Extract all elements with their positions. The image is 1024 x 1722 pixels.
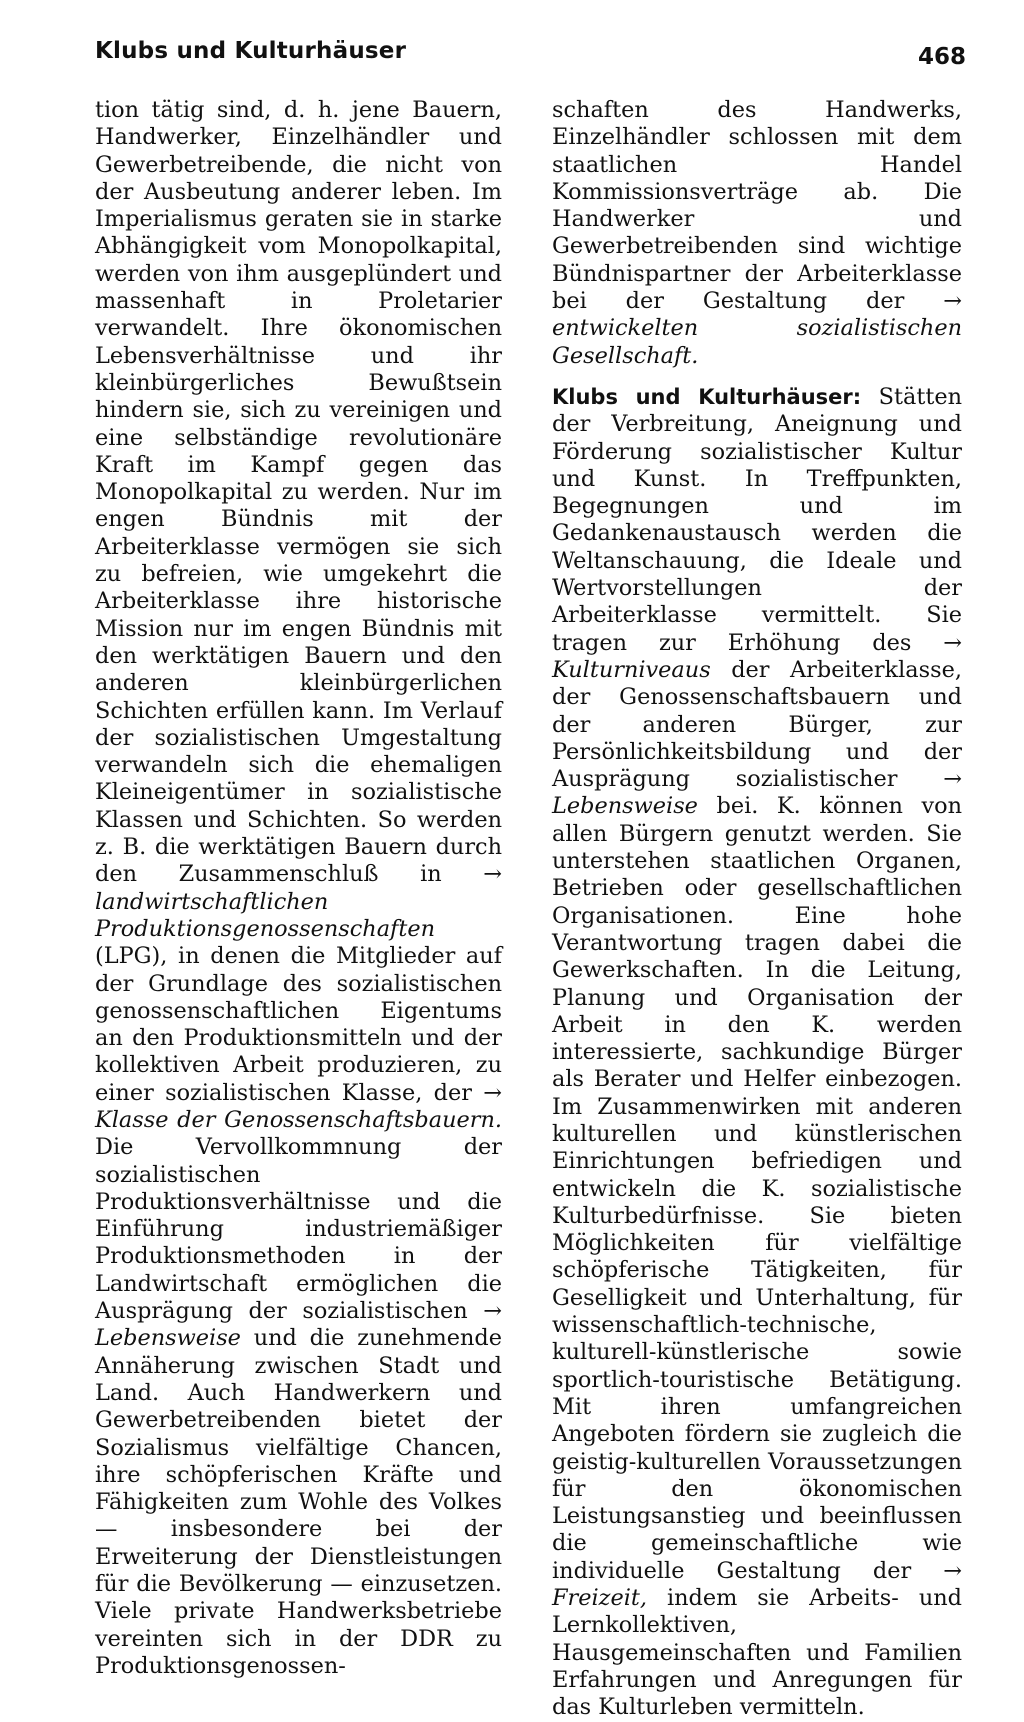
text-run: der Arbeiterklasse, der Genossenschaftsbauern und der anderen Bürger, zur Persönlichkeitsbildung und der Ausprägung sozialistischer → — [552, 656, 962, 793]
cross-reference: Freizeit, — [552, 1585, 647, 1612]
cross-reference: landwirtschaftlichen Produktionsgenossenschaften — [95, 888, 436, 942]
entry-klubs-und-kulturhaeuser — [552, 384, 962, 1722]
text-run: und die zunehmende Annäherung zwischen Stadt und Land. Auch Handwerkern und Gewerbetreibenden bietet der Sozialismus vielfältige Chancen, ihre schöpferischen Kräfte und Fähigkeiten zum Wohle des Volkes — insbesondere bei der Erweiterung der Dienstleistungen für die Bevölkerung — einzusetzen. Viele private Handwerksbetriebe vereinten sich in der DDR zu Produktionsgenossen- — [95, 1325, 502, 1679]
entry-lemma: Klubs und Kulturhäuser: — [552, 384, 862, 409]
text-run: schaften des Handwerks, Einzelhändler schlossen mit dem staatlichen Handel Kommissionsverträge ab. Die Handwerker und Gewerbetreibenden sind wichtige Bündnispartner der Arbeiterklasse bei der Gestaltung der → — [552, 97, 962, 315]
cross-reference: Lebensweise — [552, 793, 698, 820]
text-run: bei. K. können von allen Bürgern genutzt werden. Sie unterstehen staatlichen Organen, Betrieben oder gesellschaftlichen Organisationen. Eine hohe Verantwortung tragen dabei die Gewerkschaften. In die Leitung, Planung und Organisation der Arbeit in den K. werden interessierte, sachkundige Bürger als Berater und Helfer einbezogen. Im Zusammenwirken mit anderen kulturellen und künstlerischen Einrichtungen befriedigen und entwickeln die K. sozialistische Kulturbedürfnisse. Sie bieten Möglichkeiten für vielfältige schöpferische Tätigkeiten, für Geselligkeit und Unterhaltung, für wissenschaftlich-technische, kulturell-künstlerische sowie sportlich-touristische Betätigung. Mit ihren umfangreichen Angeboten fördern sie zugleich die geistig-kulturellen Voraussetzungen für den ökonomischen Leistungsanstieg und beeinflussen die gemeinschaftliche wie individuelle Gestaltung der → — [552, 793, 962, 1584]
page-number: 468 — [917, 44, 966, 70]
cross-reference: Lebensweise — [95, 1325, 241, 1352]
paragraph-continuation — [95, 97, 502, 1680]
cross-reference: Klasse der Genossenschaftsbauern. — [95, 1106, 502, 1133]
text-run: tion tätig sind, d. h. jene Bauern, Handwerker, Einzelhändler und Gewerbetreibende, die nicht von der Ausbeutung anderer leben. Im Imperialismus geraten sie in starke Abhängigkeit vom Monopolkapital, werden von ihm ausgeplündert und massenhaft in Proletarier verwandelt. Ihre ökonomischen Lebensverhältnisse und ihr kleinbürgerliches Bewußtsein hindern sie, sich zu vereinigen und eine selbständige revolutionäre Kraft im Kampf gegen das Monopolkapital zu werden. Nur im engen Bündnis mit der Arbeiterklasse vermögen sie sich zu befreien, wie umgekehrt die Arbeiterklasse ihre historische Mission nur im engen Bündnis mit den werktätigen Bauern und den anderen kleinbürgerlichen Schichten erfüllen kann. Im Verlauf der sozialistischen Umgestaltung verwandeln sich die ehemaligen Kleineigentümer in sozialistische Klassen und Schichten. So werden z. B. die werktätigen Bauern durch den Zusammenschluß in → — [95, 97, 502, 888]
left-column — [95, 97, 502, 1680]
text-run: (LPG), in denen die Mitglieder auf der Grundlage des sozialistischen genossenschaftlichen Eigentums an den Produktionsmitteln und der kollektiven Arbeit produzieren, zu einer sozialistischen Klasse, der → — [95, 943, 502, 1106]
text-run: indem sie Arbeits- und Lernkollektiven, Hausgemeinschaften und Familien Erfahrungen und Anregungen für das Kulturleben vermitteln. — [552, 1585, 962, 1721]
paragraph-continuation-end — [552, 97, 962, 370]
cross-reference: Kulturniveaus — [552, 656, 711, 683]
cross-reference: entwickelten sozialistischen Gesellschaft. — [552, 315, 962, 369]
text-run: Stätten der Verbreitung, Aneignung und Förderung sozialistischer Kultur und Kunst. In Treffpunkten, Begegnungen und im Gedankenaustausch werden die Weltanschauung, die Ideale und Wertvorstellungen der Arbeiterklasse vermittelt. Sie tragen zur Erhöhung des → — [552, 383, 962, 656]
running-header-title: Klubs und Kulturhäuser — [95, 38, 407, 64]
text-run: Die Vervollkommnung der sozialistischen Produktionsverhältnisse und die Einführung industriemäßiger Produktionsmethoden in der Landwirtschaft ermöglichen die Ausprägung der sozialistischen → — [95, 1134, 502, 1325]
right-column — [552, 97, 962, 1722]
